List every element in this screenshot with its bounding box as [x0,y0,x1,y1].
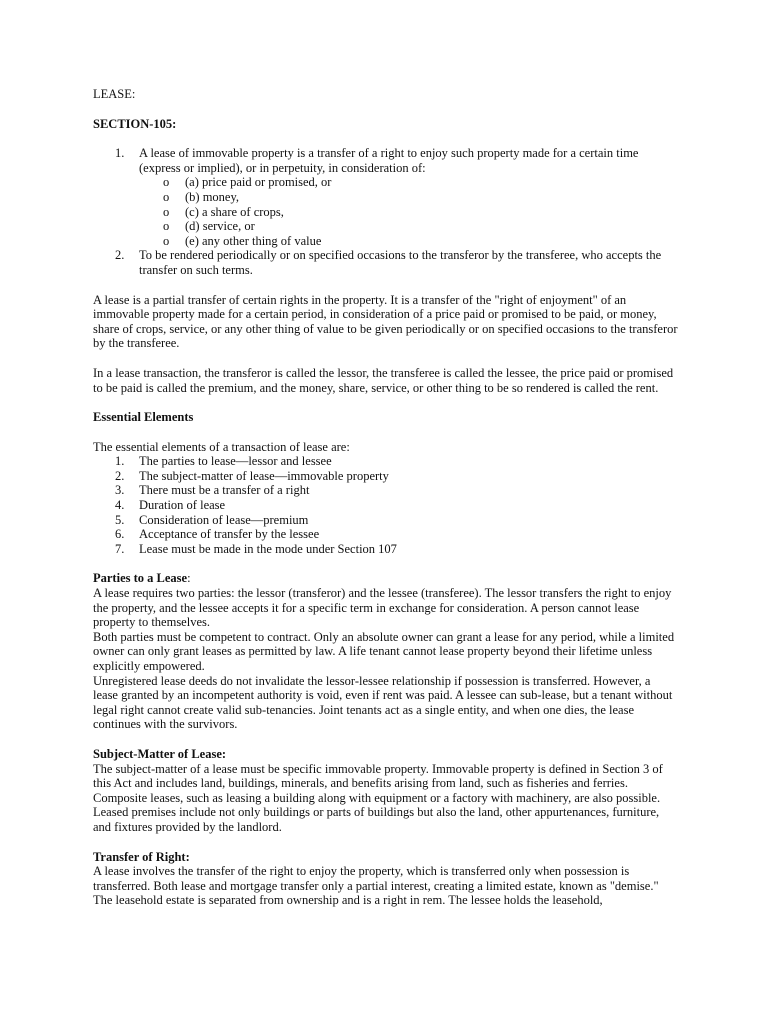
bullet-icon: o [163,219,170,234]
sub-list-item [139,190,678,205]
list-item [93,483,678,498]
sub-list-text: (b) money, [185,189,240,204]
bullet-icon: o [163,233,170,248]
list-number: 1. [115,146,125,161]
list-number: 5. [115,512,125,527]
list-item-text: Duration of lease [139,498,226,513]
list-number: 4. [115,498,125,513]
parties-heading-colon: : [187,571,191,586]
sub-list-text: (c) a share of crops, [185,204,284,219]
subject-matter-heading: Subject-Matter of Lease: [93,746,227,761]
sub-list-text: (e) any other thing of value [185,233,322,248]
bullet-icon: o [163,175,170,190]
list-item-text: To be rendered periodically or on specified occasions to the transferor by the transferee, who accepts the transfer on such terms. [139,248,662,277]
list-item [93,498,678,513]
essential-elements-intro: The essential elements of a transaction of lease are: [93,439,350,454]
paragraph: In a lease transaction, the transferor is called the lessor, the transferee is called the lessee, the price paid or promised to be paid is called the premium, and the money, share, service, or other thing to be so rendered is called the rent. [93,365,674,395]
list-item-text: Lease must be made in the mode under Section 107 [139,541,397,556]
list-item [93,469,678,484]
list-item [93,248,678,277]
consideration-list [139,175,678,248]
essential-elements-heading: Essential Elements [93,410,194,425]
list-item-text: There must be a transfer of a right [139,483,310,498]
paragraph: Both parties must be competent to contract. Only an absolute owner can grant a lease for any period, while a limited owner can only grant leases as permitted by law. A life tenant cannot lease property beyond their lifetime unless explicitly empowered. [93,629,675,673]
list-item-text: The subject-matter of lease—immovable property [139,468,389,483]
list-item [93,542,678,557]
bullet-icon: o [163,204,170,219]
list-number: 3. [115,483,125,498]
parties-heading-line [93,571,678,586]
list-item-text: Acceptance of transfer by the lessee [139,527,320,542]
paragraph: The subject-matter of a lease must be specific immovable property. Immovable property is defined in Section 3 of this Act and includes land, buildings, minerals, and benefits arising from land, such as fisheries and ferries. Composite leases, such as leasing a building along with equipment or a factory with machinery, are also possible. Leased premises include not only buildings or parts of buildings but also the land, other appurtenances, furniture, and fixtures provided by the landlord. [93,761,663,834]
list-number: 7. [115,541,125,556]
definition-list [93,146,678,277]
list-number: 1. [115,454,125,469]
sub-list-item [139,219,678,234]
paragraph: Unregistered lease deeds do not invalidate the lessor-lessee relationship if possession is transferred. However, a lease granted by an incompetent authority is void, even if rent was paid. A lessee can sub-lease, but a tenant without legal right cannot create valid sub-tenancies. Joint tenants act as a single entity, and when one dies, the lease continues with the survivors. [93,673,673,732]
paragraph: A lease involves the transfer of the right to enjoy the property, which is transferred only when possession is transferred. Both lease and mortgage transfer only a partial interest, creating a limited estate, known as "demise." The leasehold estate is separated from ownership and is a right in rem. The lessee holds the leasehold, [93,864,659,908]
sub-list-text: (a) price paid or promised, or [185,175,332,190]
section-heading: SECTION-105: [93,116,177,131]
list-item [93,513,678,528]
sub-list-item [139,234,678,249]
document-title: LEASE: [93,87,136,101]
paragraph: A lease requires two parties: the lessor (transferor) and the lessee (transferee). The lessor transfers the right to enjoy the property, and the lessee accepts it for a specific term in exchange for consideration. A person cannot lease property to themselves. [93,586,672,630]
list-number: 2. [115,468,125,483]
list-number: 2. [115,248,125,263]
list-number: 6. [115,527,125,542]
transfer-of-right-heading: Transfer of Right: [93,849,190,864]
list-item-text: The parties to lease—lessor and lessee [139,454,332,469]
paragraph: A lease is a partial transfer of certain rights in the property. It is a transfer of the "right of enjoyment" of an immovable property made for a certain period, in consideration of a price paid or promised to be paid, or money, share of crops, service, or any other thing of value to be given periodically or on specified occasions to the transferor by the transferee. [93,292,678,351]
sub-list-text: (d) service, or [185,219,255,234]
list-item [93,527,678,542]
sub-list-item [139,205,678,220]
list-item [93,454,678,469]
sub-list-item [139,175,678,190]
list-item-text: A lease of immovable property is a transfer of a right to enjoy such property made for a certain time (express or implied), or in perpetuity, in consideration of: [139,146,639,175]
parties-heading: Parties to a Lease [93,571,188,586]
bullet-icon: o [163,189,170,204]
list-item-text: Consideration of lease—premium [139,512,309,527]
list-item [93,146,678,248]
essential-elements-list [93,454,678,556]
document-body [93,87,678,908]
